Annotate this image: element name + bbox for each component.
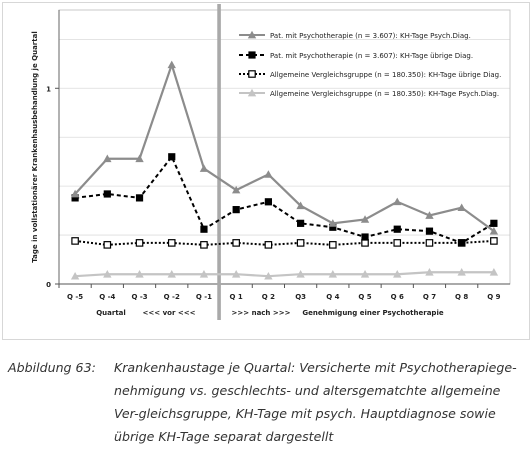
data-point-marker	[248, 51, 255, 58]
legend-label: Allgemeine Vergleichsgruppe (n = 180.350): KH-Tage übrige Diag.	[270, 71, 502, 79]
data-point-marker	[201, 242, 207, 248]
caption-label: Abbildung 63:	[8, 360, 96, 375]
data-point-marker	[168, 153, 175, 160]
data-point-marker	[168, 61, 176, 69]
annotation-genehmigung: Genehmigung einer Psychotherapie	[302, 309, 444, 317]
chart-canvas	[3, 3, 531, 341]
x-tick-label: Q 1	[229, 293, 243, 301]
x-tick-label: Q -2	[163, 293, 180, 301]
data-point-marker	[426, 228, 433, 235]
legend-label: Allgemeine Vergleichsgruppe (n = 180.350): KH-Tage Psych.Diag.	[270, 90, 500, 98]
data-point-marker	[393, 198, 401, 206]
data-point-marker	[233, 240, 239, 246]
data-point-marker	[458, 239, 465, 246]
y-tick-label: 0	[46, 281, 51, 289]
data-point-marker	[297, 220, 304, 227]
data-point-marker	[72, 238, 78, 244]
annotation-quartal: Quartal	[96, 309, 126, 317]
x-tick-label: Q 2	[261, 293, 276, 301]
x-tick-label: Q -4	[99, 293, 116, 301]
data-point-marker	[104, 242, 110, 248]
data-point-marker	[200, 164, 208, 172]
x-tick-label: Q 6	[390, 293, 404, 301]
data-point-marker	[104, 190, 111, 197]
x-tick-label: Q -5	[67, 293, 84, 301]
data-point-marker	[426, 240, 432, 246]
data-point-marker	[297, 240, 303, 246]
data-point-marker	[361, 233, 368, 240]
data-point-marker	[457, 203, 465, 211]
data-point-marker	[330, 242, 336, 248]
data-point-marker	[233, 206, 240, 213]
data-point-marker	[394, 226, 401, 233]
data-point-marker	[200, 226, 207, 233]
data-point-marker	[265, 198, 272, 205]
data-point-marker	[265, 242, 271, 248]
x-tick-label: Q -1	[195, 293, 213, 301]
x-tick-label: Q 9	[487, 293, 501, 301]
data-point-marker	[362, 240, 368, 246]
annotation-vor: <<< vor <<<	[142, 309, 196, 317]
data-point-marker	[136, 240, 142, 246]
data-point-marker	[394, 240, 400, 246]
y-axis-label: Tage in vollstationärer Krankenhausbehandlung je Quartal	[31, 31, 39, 263]
data-point-marker	[490, 220, 497, 227]
data-point-marker	[169, 240, 175, 246]
data-point-marker	[249, 71, 255, 77]
caption-text: Krankenhaustage je Quartal: Versicherte mit Psychotherapiege-nehmigung vs. geschlechts- und altersgematchte allgemeine Ver-gleichsgruppe, KH-Tage mit psych. Hauptdiagnose sowie übrige KH-Tage separat dargestellt	[114, 360, 517, 444]
x-tick-label: Q 4	[326, 293, 340, 301]
x-tick-label: Q 8	[455, 293, 469, 301]
legend-label: Pat. mit Psychotherapie (n = 3.607): KH-Tage Psych.Diag.	[270, 32, 471, 40]
data-point-marker	[264, 170, 272, 178]
x-tick-label: Q -3	[131, 293, 148, 301]
chart-frame	[2, 2, 530, 340]
x-tick-label: Q 7	[422, 293, 437, 301]
y-tick-label: 1	[46, 85, 51, 94]
x-tick-label: Q 5	[358, 293, 372, 301]
x-tick-label: Q3	[295, 293, 307, 301]
legend-label: Pat. mit Psychotherapie (n = 3.607): KH-Tage übrige Diag.	[270, 52, 474, 60]
annotation-nach: >>> nach >>>	[231, 309, 291, 317]
data-point-marker	[136, 194, 143, 201]
divider-bar	[217, 4, 221, 320]
data-point-marker	[491, 238, 497, 244]
